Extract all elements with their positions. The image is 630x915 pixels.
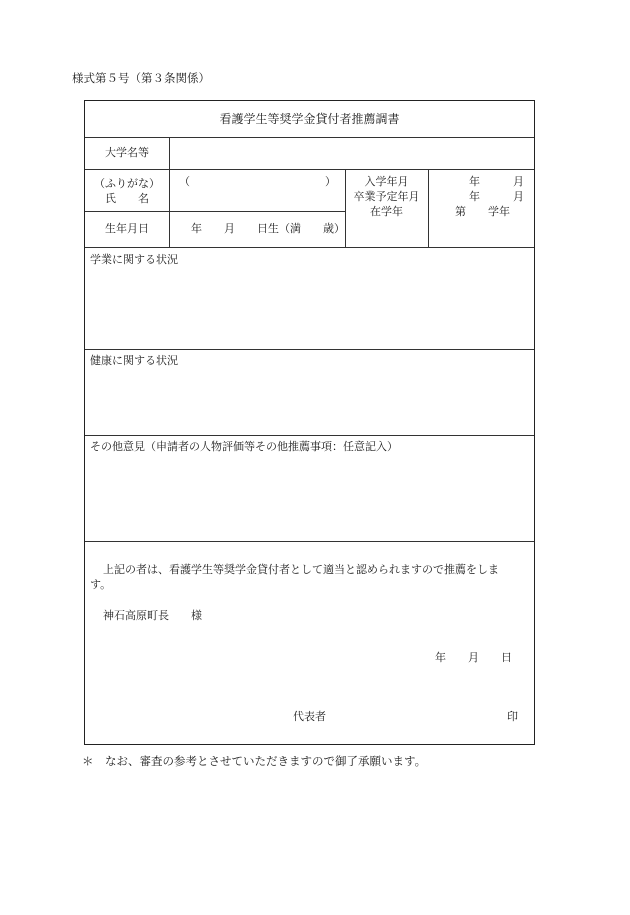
divider-label-column bbox=[169, 137, 170, 247]
recommendation-text-line2: す。 bbox=[90, 578, 112, 591]
recommendation-text-line1: 上記の者は、看護学生等奨学金貸付者として適当と認められますので推薦をしま bbox=[103, 563, 499, 576]
recommendation-form bbox=[84, 100, 535, 745]
other-opinion-area[interactable] bbox=[90, 456, 529, 536]
other-opinion-label: その他意見（申請者の人物評価等その他推薦事項：任意記入） bbox=[90, 440, 398, 453]
graduation-value[interactable]: 年 月 bbox=[469, 190, 524, 203]
furigana-open-paren: （ bbox=[179, 175, 190, 188]
academic-section-area[interactable] bbox=[90, 269, 529, 345]
divider-date-column bbox=[428, 169, 429, 247]
rule-university bbox=[85, 169, 534, 170]
grade-label: 在学年 bbox=[370, 205, 403, 218]
name-field[interactable] bbox=[173, 173, 341, 207]
health-section-label: 健康に関する状況 bbox=[90, 354, 178, 367]
health-section-area[interactable] bbox=[90, 370, 529, 430]
university-label: 大学名等 bbox=[105, 146, 149, 159]
form-title: 看護学生等奨学金貸付者推薦調書 bbox=[219, 112, 400, 126]
rule-academic bbox=[85, 349, 534, 350]
rule-title bbox=[85, 137, 534, 138]
rule-other bbox=[85, 541, 534, 542]
furigana-label: （ふりがな） bbox=[94, 177, 160, 190]
academic-section-label: 学業に関する状況 bbox=[90, 253, 178, 266]
graduation-label: 卒業予定年月 bbox=[353, 190, 420, 203]
grade-value[interactable]: 第 学年 bbox=[455, 205, 510, 218]
addressee: 神石高原町長 様 bbox=[103, 609, 202, 622]
representative-name-field[interactable] bbox=[335, 705, 495, 727]
footnote: ＊ なお、審査の参考とさせていただきますので御了承願います。 bbox=[82, 754, 427, 768]
rule-health bbox=[85, 435, 534, 436]
form-number: 様式第５号（第３条関係） bbox=[72, 71, 210, 85]
admission-value[interactable]: 年 月 bbox=[469, 175, 524, 188]
submission-date[interactable]: 年 月 日 bbox=[435, 651, 512, 664]
name-label: 氏 名 bbox=[105, 192, 149, 205]
dob-value[interactable]: 年 月 日生（満 歳） bbox=[191, 222, 345, 235]
dob-label: 生年月日 bbox=[105, 222, 149, 235]
representative-label: 代表者 bbox=[293, 710, 326, 723]
rule-dob bbox=[85, 247, 534, 248]
admission-label: 入学年月 bbox=[364, 175, 409, 188]
rule-name bbox=[85, 211, 345, 212]
university-field[interactable] bbox=[173, 141, 528, 165]
seal-mark: 印 bbox=[507, 710, 518, 723]
furigana-close-paren: ） bbox=[325, 175, 336, 188]
